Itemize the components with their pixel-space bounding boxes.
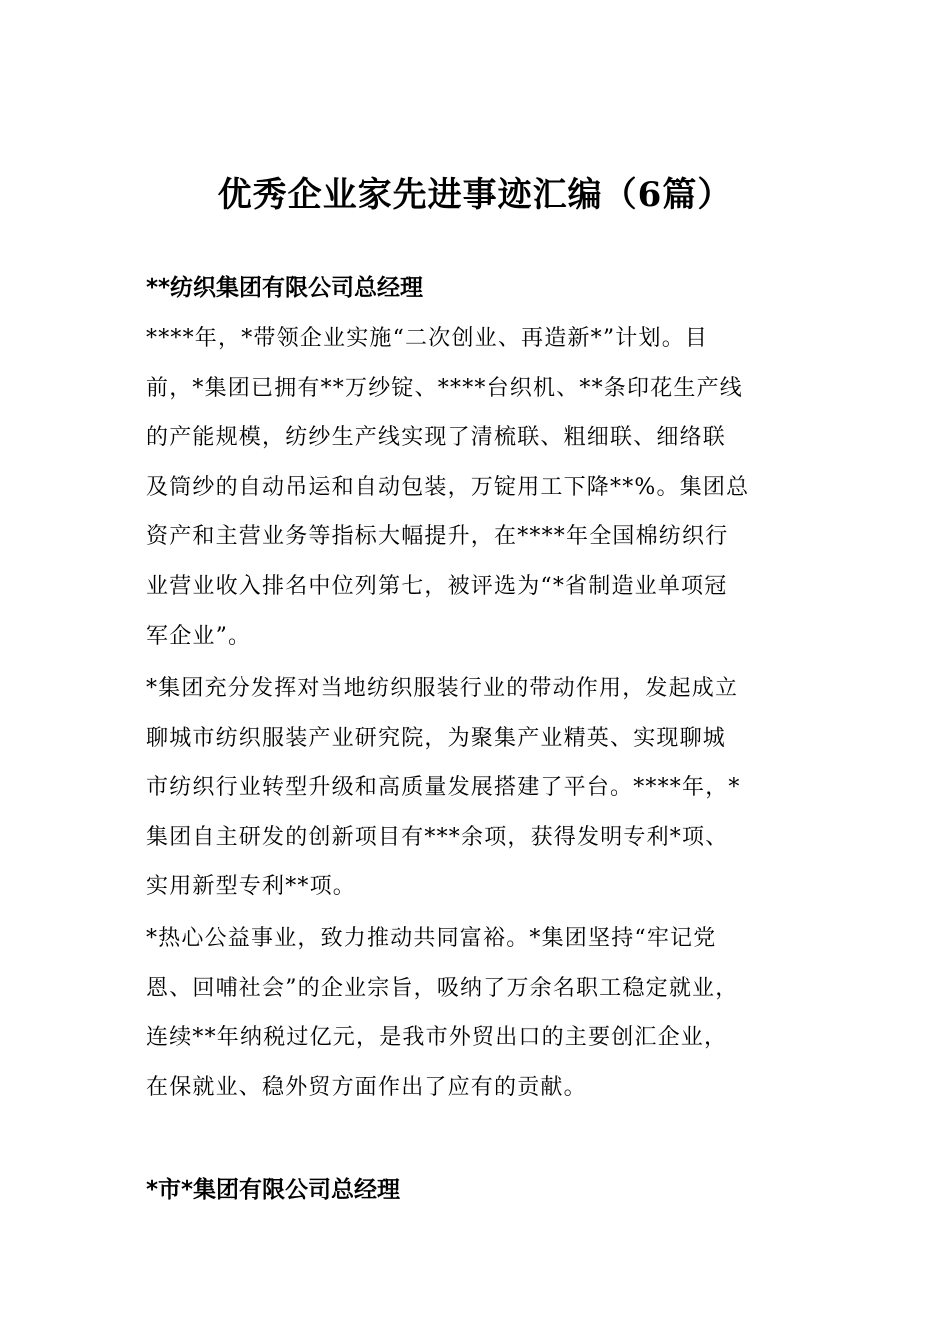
section-1-paragraph-2: [146, 664, 806, 912]
paragraph-line: ****年，*带领企业实施“二次创业、再造新*”计划。目: [146, 326, 709, 351]
paragraph-line: 连续**年纳税过亿元，是我市外贸出口的主要创汇企业，: [146, 1025, 728, 1051]
paragraph-line: *热心公益事业，致力推动共同富裕。*集团坚持“牢记党: [146, 926, 717, 951]
section-heading-2: *市*集团有限公司总经理: [146, 1177, 401, 1203]
section-heading-1: **纺织集团有限公司总经理: [146, 275, 424, 301]
paragraph-line: 前，*集团已拥有**万纱锭、****台织机、**条印花生产线: [146, 375, 744, 401]
paragraph-line: 在保就业、稳外贸方面作出了应有的贡献。: [146, 1074, 587, 1100]
paragraph-line: 实用新型专利**项。: [146, 874, 357, 900]
paragraph-line: 资产和主营业务等指标大幅提升，在****年全国棉纺织行: [146, 524, 729, 550]
paragraph-line: 集团自主研发的创新项目有***余项，获得发明专利*项、: [146, 824, 729, 850]
paragraph-line: 业营业收入排名中位列第七，被评选为“*省制造业单项冠: [146, 573, 728, 599]
paragraph-line: 聊城市纺织服装产业研究院，为聚集产业精英、实现聊城: [146, 725, 727, 751]
document-title: 优秀企业家先进事迹汇编（6篇）: [217, 175, 733, 215]
paragraph-line: 市纺织行业转型升级和高质量发展搭建了平台。****年，*: [146, 775, 741, 801]
paragraph-line: 及筒纱的自动吊运和自动包装，万锭用工下降**%。集团总: [146, 474, 750, 500]
paragraph-line: *集团充分发挥对当地纺织服装行业的带动作用，发起成立: [146, 676, 739, 701]
paragraph-line: 恩、回哺社会”的企业宗旨，吸纳了万余名职工稳定就业，: [146, 975, 739, 1001]
section-1-paragraph-3: [146, 914, 806, 1112]
section-1-paragraph-1: [146, 314, 806, 661]
paragraph-line: 军企业”。: [146, 623, 252, 649]
paragraph-line: 的产能规模，纺纱生产线实现了清梳联、粗细联、细络联: [146, 425, 727, 451]
